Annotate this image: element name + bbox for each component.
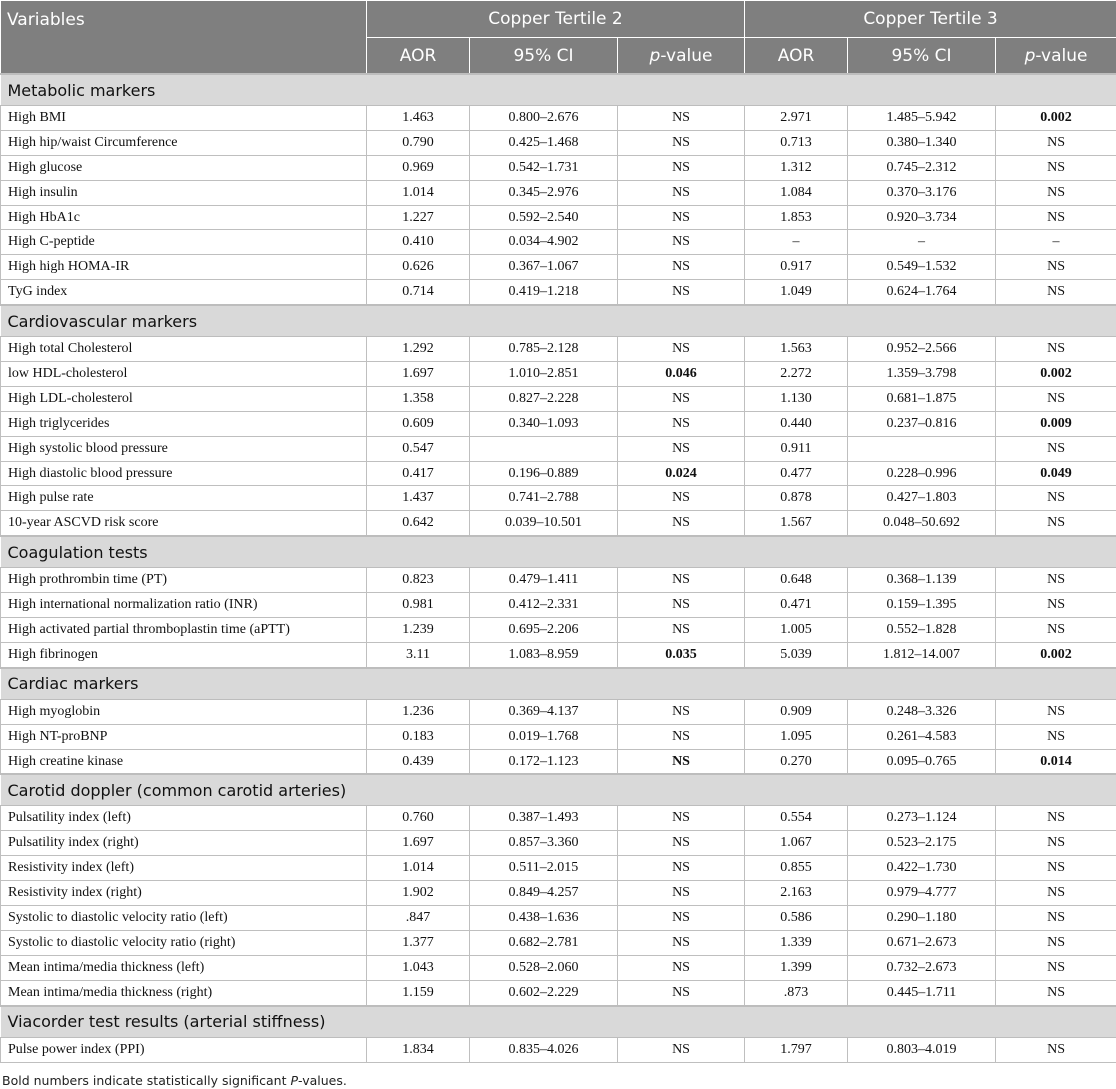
section-title: Metabolic markers: [1, 74, 1116, 106]
tertile2-ci-cell: 0.682–2.781: [470, 930, 618, 955]
tertile2-aor-cell: 0.760: [367, 806, 470, 831]
tertile2-p-value-cell: NS: [618, 856, 745, 881]
section-row: [1, 774, 1116, 806]
copper-tertile-3-header: Copper Tertile 3: [745, 1, 1116, 38]
table-row: [1, 511, 1116, 536]
variable-name: High myoglobin: [1, 699, 367, 724]
tertile3-ci-cell: 0.380–1.340: [848, 130, 996, 155]
variable-name: High activated partial thromboplastin time (aPTT): [1, 618, 367, 643]
tertile3-aor-cell: 1.339: [745, 930, 848, 955]
tertile3-aor-cell: 1.084: [745, 180, 848, 205]
tertile2-ci-cell: 0.345–2.976: [470, 180, 618, 205]
table-row: [1, 280, 1116, 305]
tertile2-ci-cell: 0.438–1.636: [470, 906, 618, 931]
tertile3-aor-cell: 0.911: [745, 436, 848, 461]
table-row: [1, 436, 1116, 461]
variable-name: High glucose: [1, 155, 367, 180]
tertile2-aor-cell: 0.714: [367, 280, 470, 305]
tertile3-p-value-cell: NS: [996, 155, 1116, 180]
tertile2-aor-cell: 0.823: [367, 568, 470, 593]
variable-name: Systolic to diastolic velocity ratio (right): [1, 930, 367, 955]
tertile2-ci-cell: 1.010–2.851: [470, 362, 618, 387]
tertile2-aor-cell: 0.626: [367, 255, 470, 280]
tertile3-aor-cell: 2.163: [745, 881, 848, 906]
tertile3-ci-cell: 0.549–1.532: [848, 255, 996, 280]
tertile2-ci-cell: 0.511–2.015: [470, 856, 618, 881]
tertile3-p-value-cell: NS: [996, 593, 1116, 618]
tertile3-aor-cell: 0.440: [745, 411, 848, 436]
tertile2-p-value-cell: NS: [618, 699, 745, 724]
tertile2-ci-cell: 0.367–1.067: [470, 255, 618, 280]
tertile2-p-value-cell: NS: [618, 593, 745, 618]
tertile3-aor-cell: .873: [745, 980, 848, 1005]
tertile3-aor-cell: 1.130: [745, 386, 848, 411]
tertile2-aor-cell: 1.014: [367, 180, 470, 205]
tertile2-p-value-cell: NS: [618, 831, 745, 856]
tertile2-aor-cell: 0.547: [367, 436, 470, 461]
tertile3-p-value-cell: –: [996, 230, 1116, 255]
tertile3-aor-cell: 2.971: [745, 106, 848, 131]
table-row: [1, 749, 1116, 774]
tertile3-ci-cell: 0.427–1.803: [848, 486, 996, 511]
variable-name: High insulin: [1, 180, 367, 205]
tertile3-aor-cell: 2.272: [745, 362, 848, 387]
table-row: [1, 906, 1116, 931]
table-row: [1, 386, 1116, 411]
tertile3-aor-cell: 5.039: [745, 642, 848, 667]
tertile2-aor-cell: 1.463: [367, 106, 470, 131]
tertile3-p-value-cell: 0.002: [996, 362, 1116, 387]
table-row: [1, 1037, 1116, 1062]
tertile3-ci-cell: 0.290–1.180: [848, 906, 996, 931]
tertile2-p-value-cell: 0.024: [618, 461, 745, 486]
tertile3-ci-cell: 0.228–0.996: [848, 461, 996, 486]
variable-name: Pulsatility index (left): [1, 806, 367, 831]
table-row: [1, 699, 1116, 724]
tertile3-ci-cell: 0.237–0.816: [848, 411, 996, 436]
tertile3-p-value-cell: NS: [996, 180, 1116, 205]
table-row: [1, 130, 1116, 155]
tertile2-ci-cell: 0.039–10.501: [470, 511, 618, 536]
tertile2-aor-cell: 1.159: [367, 980, 470, 1005]
tertile3-aor-cell: 0.270: [745, 749, 848, 774]
variable-name: low HDL-cholesterol: [1, 362, 367, 387]
tertile3-p-value-cell: NS: [996, 955, 1116, 980]
tertile2-p-value-cell: NS: [618, 180, 745, 205]
tertile3-ci-cell: 1.812–14.007: [848, 642, 996, 667]
tertile3-ci-cell: 0.952–2.566: [848, 337, 996, 362]
tertile2-p-value-cell: NS: [618, 337, 745, 362]
tertile3-aor-cell: 1.067: [745, 831, 848, 856]
variable-name: High BMI: [1, 106, 367, 131]
tertile2-aor-cell: 1.239: [367, 618, 470, 643]
tertile3-ci-cell: 1.485–5.942: [848, 106, 996, 131]
variable-name: High pulse rate: [1, 486, 367, 511]
tertile2-p-value-cell: NS: [618, 386, 745, 411]
tertile3-ci-cell: 0.552–1.828: [848, 618, 996, 643]
tertile2-ci-cell: 0.800–2.676: [470, 106, 618, 131]
tertile3-p-value-cell: NS: [996, 980, 1116, 1005]
tertile2-p-value-cell: NS: [618, 106, 745, 131]
variable-name: High C-peptide: [1, 230, 367, 255]
tertile2-p-value-cell: NS: [618, 205, 745, 230]
tertile3-aor-cell: 0.909: [745, 699, 848, 724]
tertile2-ci-cell: 0.849–4.257: [470, 881, 618, 906]
tertile2-ci-cell: 0.340–1.093: [470, 411, 618, 436]
tertile2-p-value-cell: NS: [618, 436, 745, 461]
tertile2-p-value-cell: NS: [618, 930, 745, 955]
tertile2-aor-cell: 1.902: [367, 881, 470, 906]
tertile3-p-value-cell: 0.049: [996, 461, 1116, 486]
tertile2-p-value-cell: NS: [618, 618, 745, 643]
tertile3-p-value-cell: 0.009: [996, 411, 1116, 436]
table-row: [1, 337, 1116, 362]
tertile2-ci-cell: 0.172–1.123: [470, 749, 618, 774]
tertile3-aor-cell: 0.855: [745, 856, 848, 881]
aor-header-t2: AOR: [367, 38, 470, 75]
variable-name: High systolic blood pressure: [1, 436, 367, 461]
tertile3-aor-cell: –: [745, 230, 848, 255]
tertile2-ci-cell: 0.479–1.411: [470, 568, 618, 593]
table-row: [1, 806, 1116, 831]
tertile3-p-value-cell: NS: [996, 255, 1116, 280]
tertile2-aor-cell: 0.183: [367, 724, 470, 749]
tertile3-p-value-cell: NS: [996, 1037, 1116, 1062]
variable-name: High international normalization ratio (INR): [1, 593, 367, 618]
tertile3-aor-cell: 0.554: [745, 806, 848, 831]
tertile3-p-value-cell: NS: [996, 930, 1116, 955]
tertile3-ci-cell: 0.248–3.326: [848, 699, 996, 724]
variable-name: High prothrombin time (PT): [1, 568, 367, 593]
tertile2-ci-cell: 0.592–2.540: [470, 205, 618, 230]
table-row: [1, 486, 1116, 511]
variable-name: Systolic to diastolic velocity ratio (left): [1, 906, 367, 931]
tertile2-aor-cell: 0.790: [367, 130, 470, 155]
tertile3-p-value-cell: NS: [996, 386, 1116, 411]
tertile3-p-value-cell: NS: [996, 881, 1116, 906]
tertile2-ci-cell: [470, 436, 618, 461]
tertile3-ci-cell: 0.803–4.019: [848, 1037, 996, 1062]
variable-name: High fibrinogen: [1, 642, 367, 667]
tertile2-ci-cell: 0.741–2.788: [470, 486, 618, 511]
tertile3-ci-cell: 0.422–1.730: [848, 856, 996, 881]
tertile2-ci-cell: 0.528–2.060: [470, 955, 618, 980]
table-row: [1, 568, 1116, 593]
p-value-header-t3: p-value: [996, 38, 1116, 75]
tertile2-ci-cell: 0.387–1.493: [470, 806, 618, 831]
tertile3-aor-cell: 0.471: [745, 593, 848, 618]
tertile2-p-value-cell: NS: [618, 230, 745, 255]
tertile3-aor-cell: 0.878: [745, 486, 848, 511]
tertile2-aor-cell: 3.11: [367, 642, 470, 667]
tertile2-ci-cell: 0.857–3.360: [470, 831, 618, 856]
tertile2-aor-cell: 1.014: [367, 856, 470, 881]
tertile2-p-value-cell: 0.035: [618, 642, 745, 667]
tertile3-p-value-cell: NS: [996, 205, 1116, 230]
section-title: Cardiovascular markers: [1, 305, 1116, 337]
tertile2-aor-cell: 0.410: [367, 230, 470, 255]
section-title: Viacorder test results (arterial stiffness): [1, 1006, 1116, 1038]
tertile3-ci-cell: 0.624–1.764: [848, 280, 996, 305]
variable-name: High NT-proBNP: [1, 724, 367, 749]
tertile2-p-value-cell: NS: [618, 255, 745, 280]
tertile2-p-value-cell: NS: [618, 568, 745, 593]
tertile3-ci-cell: 0.159–1.395: [848, 593, 996, 618]
tertile3-p-value-cell: 0.002: [996, 106, 1116, 131]
tertile3-ci-cell: 0.370–3.176: [848, 180, 996, 205]
tertile2-p-value-cell: NS: [618, 906, 745, 931]
tertile3-ci-cell: 0.920–3.734: [848, 205, 996, 230]
tertile2-p-value-cell: NS: [618, 724, 745, 749]
tertile2-aor-cell: 1.377: [367, 930, 470, 955]
tertile3-aor-cell: 1.853: [745, 205, 848, 230]
tertile3-ci-cell: [848, 436, 996, 461]
tertile3-p-value-cell: NS: [996, 724, 1116, 749]
table-row: [1, 593, 1116, 618]
table-row: [1, 831, 1116, 856]
tertile2-ci-cell: 0.785–2.128: [470, 337, 618, 362]
table-row: [1, 955, 1116, 980]
table-row: [1, 205, 1116, 230]
tertile3-p-value-cell: NS: [996, 337, 1116, 362]
footnote: Bold numbers indicate statistically significant P-values.: [2, 1072, 347, 1088]
table-body: [1, 74, 1116, 1062]
tertile3-aor-cell: 0.917: [745, 255, 848, 280]
table-header: [1, 1, 1116, 75]
tertile3-aor-cell: 0.648: [745, 568, 848, 593]
tertile3-p-value-cell: 0.014: [996, 749, 1116, 774]
tertile3-ci-cell: 0.368–1.139: [848, 568, 996, 593]
tertile2-ci-cell: 0.602–2.229: [470, 980, 618, 1005]
table-row: [1, 980, 1116, 1005]
tertile3-ci-cell: 0.261–4.583: [848, 724, 996, 749]
tertile3-aor-cell: 0.477: [745, 461, 848, 486]
variable-name: Mean intima/media thickness (right): [1, 980, 367, 1005]
table-row: [1, 411, 1116, 436]
tertile2-p-value-cell: NS: [618, 130, 745, 155]
tertile3-ci-cell: 0.732–2.673: [848, 955, 996, 980]
tertile3-ci-cell: –: [848, 230, 996, 255]
tertile3-p-value-cell: NS: [996, 806, 1116, 831]
tertile2-aor-cell: 1.227: [367, 205, 470, 230]
section-row: [1, 74, 1116, 106]
tertile2-p-value-cell: NS: [618, 155, 745, 180]
tertile2-ci-cell: 0.369–4.137: [470, 699, 618, 724]
section-row: [1, 536, 1116, 568]
tertile2-aor-cell: 0.609: [367, 411, 470, 436]
tertile3-ci-cell: 0.273–1.124: [848, 806, 996, 831]
tertile2-ci-cell: 0.695–2.206: [470, 618, 618, 643]
tertile2-p-value-cell: NS: [618, 881, 745, 906]
ci-header-t3: 95% CI: [848, 38, 996, 75]
tertile2-ci-cell: 0.425–1.468: [470, 130, 618, 155]
tertile3-aor-cell: 1.312: [745, 155, 848, 180]
tertile3-aor-cell: 1.797: [745, 1037, 848, 1062]
ci-header-t2: 95% CI: [470, 38, 618, 75]
section-row: [1, 668, 1116, 700]
section-title: Carotid doppler (common carotid arteries): [1, 774, 1116, 806]
tertile3-p-value-cell: NS: [996, 568, 1116, 593]
tertile3-p-value-cell: NS: [996, 699, 1116, 724]
table-row: [1, 362, 1116, 387]
tertile3-aor-cell: 1.095: [745, 724, 848, 749]
p-value-header-t2: p-value: [618, 38, 745, 75]
tertile3-aor-cell: 1.399: [745, 955, 848, 980]
tertile2-aor-cell: 0.439: [367, 749, 470, 774]
tertile2-aor-cell: 1.292: [367, 337, 470, 362]
tertile2-p-value-cell: NS: [618, 486, 745, 511]
variable-name: High creatine kinase: [1, 749, 367, 774]
variable-name: Pulsatility index (right): [1, 831, 367, 856]
tertile2-p-value-cell: NS: [618, 955, 745, 980]
tertile3-aor-cell: 1.049: [745, 280, 848, 305]
tertile2-aor-cell: 1.697: [367, 831, 470, 856]
section-row: [1, 305, 1116, 337]
tertile3-p-value-cell: NS: [996, 511, 1116, 536]
variable-name: 10-year ASCVD risk score: [1, 511, 367, 536]
table-row: [1, 180, 1116, 205]
variable-name: High LDL-cholesterol: [1, 386, 367, 411]
tertile2-aor-cell: 0.969: [367, 155, 470, 180]
tertile3-p-value-cell: NS: [996, 436, 1116, 461]
tertile2-aor-cell: 0.981: [367, 593, 470, 618]
tertile3-ci-cell: 0.681–1.875: [848, 386, 996, 411]
tertile3-aor-cell: 0.713: [745, 130, 848, 155]
tertile2-p-value-cell: NS: [618, 411, 745, 436]
tertile2-ci-cell: 0.835–4.026: [470, 1037, 618, 1062]
variable-name: High high HOMA-IR: [1, 255, 367, 280]
variable-name: Pulse power index (PPI): [1, 1037, 367, 1062]
copper-tertile-2-header: Copper Tertile 2: [367, 1, 745, 38]
tertile3-p-value-cell: NS: [996, 906, 1116, 931]
variable-name: Resistivity index (right): [1, 881, 367, 906]
tertile3-p-value-cell: NS: [996, 486, 1116, 511]
tertile2-aor-cell: .847: [367, 906, 470, 931]
variable-name: High diastolic blood pressure: [1, 461, 367, 486]
table-row: [1, 255, 1116, 280]
tertile3-ci-cell: 0.671–2.673: [848, 930, 996, 955]
tertile3-p-value-cell: 0.002: [996, 642, 1116, 667]
variable-name: High triglycerides: [1, 411, 367, 436]
variable-name: Resistivity index (left): [1, 856, 367, 881]
variable-name: High total Cholesterol: [1, 337, 367, 362]
tertile2-p-value-cell: NS: [618, 511, 745, 536]
tertile2-aor-cell: 0.417: [367, 461, 470, 486]
tertile3-p-value-cell: NS: [996, 856, 1116, 881]
table-row: [1, 856, 1116, 881]
tertile2-ci-cell: 0.034–4.902: [470, 230, 618, 255]
tertile2-ci-cell: 0.419–1.218: [470, 280, 618, 305]
tertile3-ci-cell: 1.359–3.798: [848, 362, 996, 387]
tertile2-p-value-cell: NS: [618, 749, 745, 774]
variable-name: TyG index: [1, 280, 367, 305]
variable-name: High hip/waist Circumference: [1, 130, 367, 155]
tertile3-aor-cell: 1.563: [745, 337, 848, 362]
variables-header: Variables: [1, 1, 367, 75]
tertile2-ci-cell: 0.196–0.889: [470, 461, 618, 486]
section-row: [1, 1006, 1116, 1038]
section-title: Coagulation tests: [1, 536, 1116, 568]
tertile2-p-value-cell: NS: [618, 806, 745, 831]
tertile2-p-value-cell: NS: [618, 1037, 745, 1062]
tertile2-ci-cell: 0.019–1.768: [470, 724, 618, 749]
tertile3-ci-cell: 0.445–1.711: [848, 980, 996, 1005]
tertile2-ci-cell: 0.412–2.331: [470, 593, 618, 618]
tertile3-p-value-cell: NS: [996, 280, 1116, 305]
tertile3-aor-cell: 1.005: [745, 618, 848, 643]
tertile3-ci-cell: 0.048–50.692: [848, 511, 996, 536]
table-row: [1, 106, 1116, 131]
table-row: [1, 642, 1116, 667]
tertile3-aor-cell: 1.567: [745, 511, 848, 536]
tertile2-aor-cell: 1.043: [367, 955, 470, 980]
tertile2-aor-cell: 1.697: [367, 362, 470, 387]
variable-name: Mean intima/media thickness (left): [1, 955, 367, 980]
table-row: [1, 881, 1116, 906]
table-row: [1, 930, 1116, 955]
section-title: Cardiac markers: [1, 668, 1116, 700]
tertile3-p-value-cell: NS: [996, 130, 1116, 155]
tertile2-p-value-cell: NS: [618, 280, 745, 305]
variable-name: High HbA1c: [1, 205, 367, 230]
table-row: [1, 461, 1116, 486]
tertile2-aor-cell: 1.437: [367, 486, 470, 511]
tertile2-aor-cell: 1.236: [367, 699, 470, 724]
tertile3-ci-cell: 0.095–0.765: [848, 749, 996, 774]
tertile3-p-value-cell: NS: [996, 618, 1116, 643]
tertile3-ci-cell: 0.745–2.312: [848, 155, 996, 180]
table-row: [1, 155, 1116, 180]
tertile3-p-value-cell: NS: [996, 831, 1116, 856]
tertile2-ci-cell: 0.542–1.731: [470, 155, 618, 180]
table-row: [1, 724, 1116, 749]
tertile2-aor-cell: 1.358: [367, 386, 470, 411]
aor-header-t3: AOR: [745, 38, 848, 75]
tertile2-aor-cell: 1.834: [367, 1037, 470, 1062]
tertile2-aor-cell: 0.642: [367, 511, 470, 536]
tertile2-p-value-cell: 0.046: [618, 362, 745, 387]
tertile3-ci-cell: 0.523–2.175: [848, 831, 996, 856]
tertile2-ci-cell: 0.827–2.228: [470, 386, 618, 411]
tertile2-p-value-cell: NS: [618, 980, 745, 1005]
table-row: [1, 230, 1116, 255]
table-row: [1, 618, 1116, 643]
tertile2-ci-cell: 1.083–8.959: [470, 642, 618, 667]
tertile3-ci-cell: 0.979–4.777: [848, 881, 996, 906]
tertile3-aor-cell: 0.586: [745, 906, 848, 931]
